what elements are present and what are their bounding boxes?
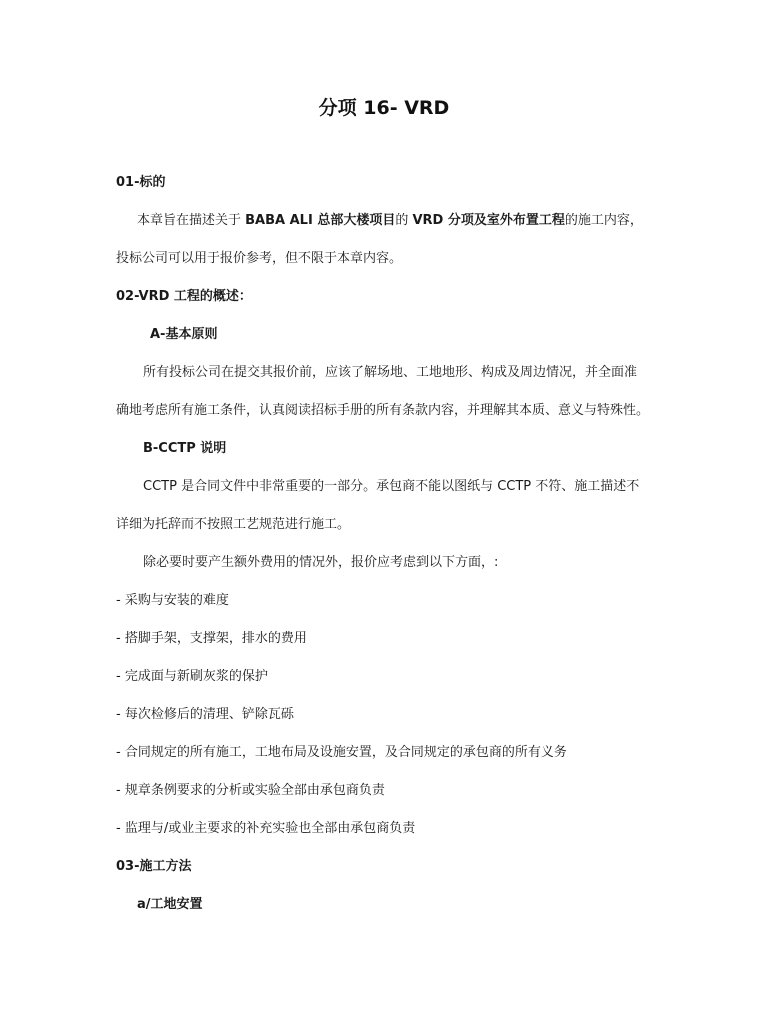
scope-name: VRD 分项及室外布置工程 xyxy=(412,213,565,228)
intro-paragraph-line-2: 投标公司可以用于报价参考，但不限于本章内容。 xyxy=(116,251,403,266)
intro-text: 的施工内容， xyxy=(564,213,643,228)
cctp-line-1: CCTP 是合同文件中非常重要的一部分。承包商不能以图纸与 CCTP 不符、施工描述不 xyxy=(143,479,640,494)
cctp-line-2: 详细为托辞而不按照工艺规范进行施工。 xyxy=(116,517,351,532)
intro-text: 本章旨在描述关于 xyxy=(137,213,246,228)
list-item: - 合同规定的所有施工，工地布局及设施安置，及合同规定的承包商的所有义务 xyxy=(116,745,567,760)
section-heading-overview: 02-VRD 工程的概述： xyxy=(116,289,252,304)
subheading-site-setup: a/工地安置 xyxy=(137,897,203,912)
list-item: - 完成面与新刷灰浆的保护 xyxy=(116,669,268,684)
intro-text: 的 xyxy=(395,213,413,228)
document-title: 分项 16- VRD xyxy=(318,97,450,119)
list-item: - 搭脚手架，支撑架，排水的费用 xyxy=(116,631,307,646)
list-item: - 采购与安装的难度 xyxy=(116,593,229,608)
section-heading-methods: 03-施工方法 xyxy=(116,859,192,874)
subheading-cctp: B-CCTP 说明 xyxy=(143,441,227,456)
intro-paragraph-line-1 xyxy=(137,213,643,229)
project-name: BABA ALI 总部大楼项目 xyxy=(245,213,396,228)
cctp-line-3: 除必要时要产生额外费用的情况外，报价应考虑到以下方面，: xyxy=(143,555,499,570)
principles-line-1: 所有投标公司在提交其报价前，应该了解场地、工地地形、构成及周边情况，并全面准 xyxy=(143,365,638,380)
list-item: - 规章条例要求的分析或实验全部由承包商负责 xyxy=(116,783,385,798)
subheading-basic-principles: A-基本原则 xyxy=(150,327,218,342)
principles-line-2: 确地考虑所有施工条件，认真阅读招标手册的所有条款内容，并理解其本质、意义与特殊性。 xyxy=(116,403,650,418)
list-item: - 监理与/或业主要求的补充实验也全部由承包商负责 xyxy=(116,821,416,836)
section-heading-objective: 01-标的 xyxy=(116,175,166,190)
list-item: - 每次检修后的清理、铲除瓦砾 xyxy=(116,707,294,722)
